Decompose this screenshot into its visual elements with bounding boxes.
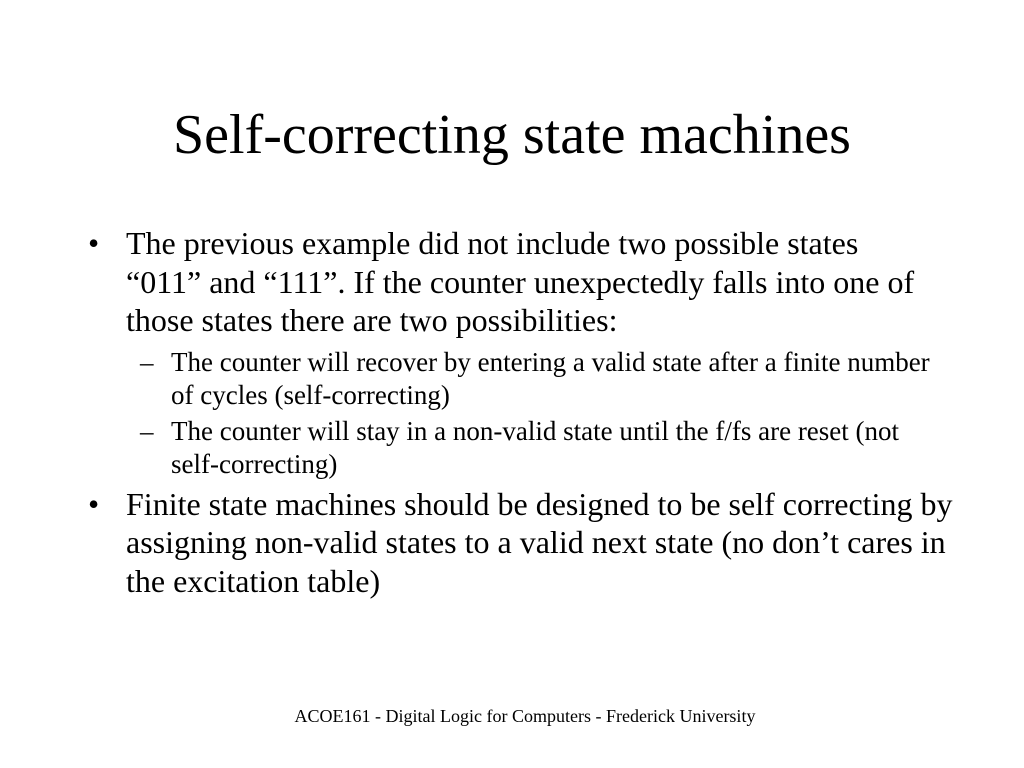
slide-content	[88, 224, 953, 600]
sub-bullet-item	[88, 346, 941, 412]
bullet-item	[88, 485, 956, 601]
bullet-item	[88, 224, 916, 340]
sub-bullet-marker: –	[140, 415, 154, 446]
sub-bullet-text: The counter will recover by entering a valid state after a finite number of cycles (self-correcting)	[171, 346, 930, 410]
bullet-text: The previous example did not include two possible states “011” and “111”. If the counter unexpectedly falls into one of those states there are two possibilities:	[126, 225, 915, 338]
sub-bullet-marker: –	[140, 346, 154, 377]
bullet-text: Finite state machines should be designed to be self correcting by assigning non-valid states to a valid next state (no don’t cares in the excitation table)	[126, 485, 953, 599]
sub-bullet-item	[88, 415, 941, 481]
slide-footer: ACOE161 - Digital Logic for Computers - Frederick University	[294, 706, 756, 726]
bullet-marker: •	[88, 485, 100, 522]
bullet-marker: •	[88, 225, 100, 261]
slide-title: Self-correcting state machines	[173, 104, 851, 166]
sub-list	[88, 346, 948, 481]
sub-bullet-text: The counter will stay in a non-valid state until the f/fs are reset (not self-correcting)	[171, 415, 900, 479]
